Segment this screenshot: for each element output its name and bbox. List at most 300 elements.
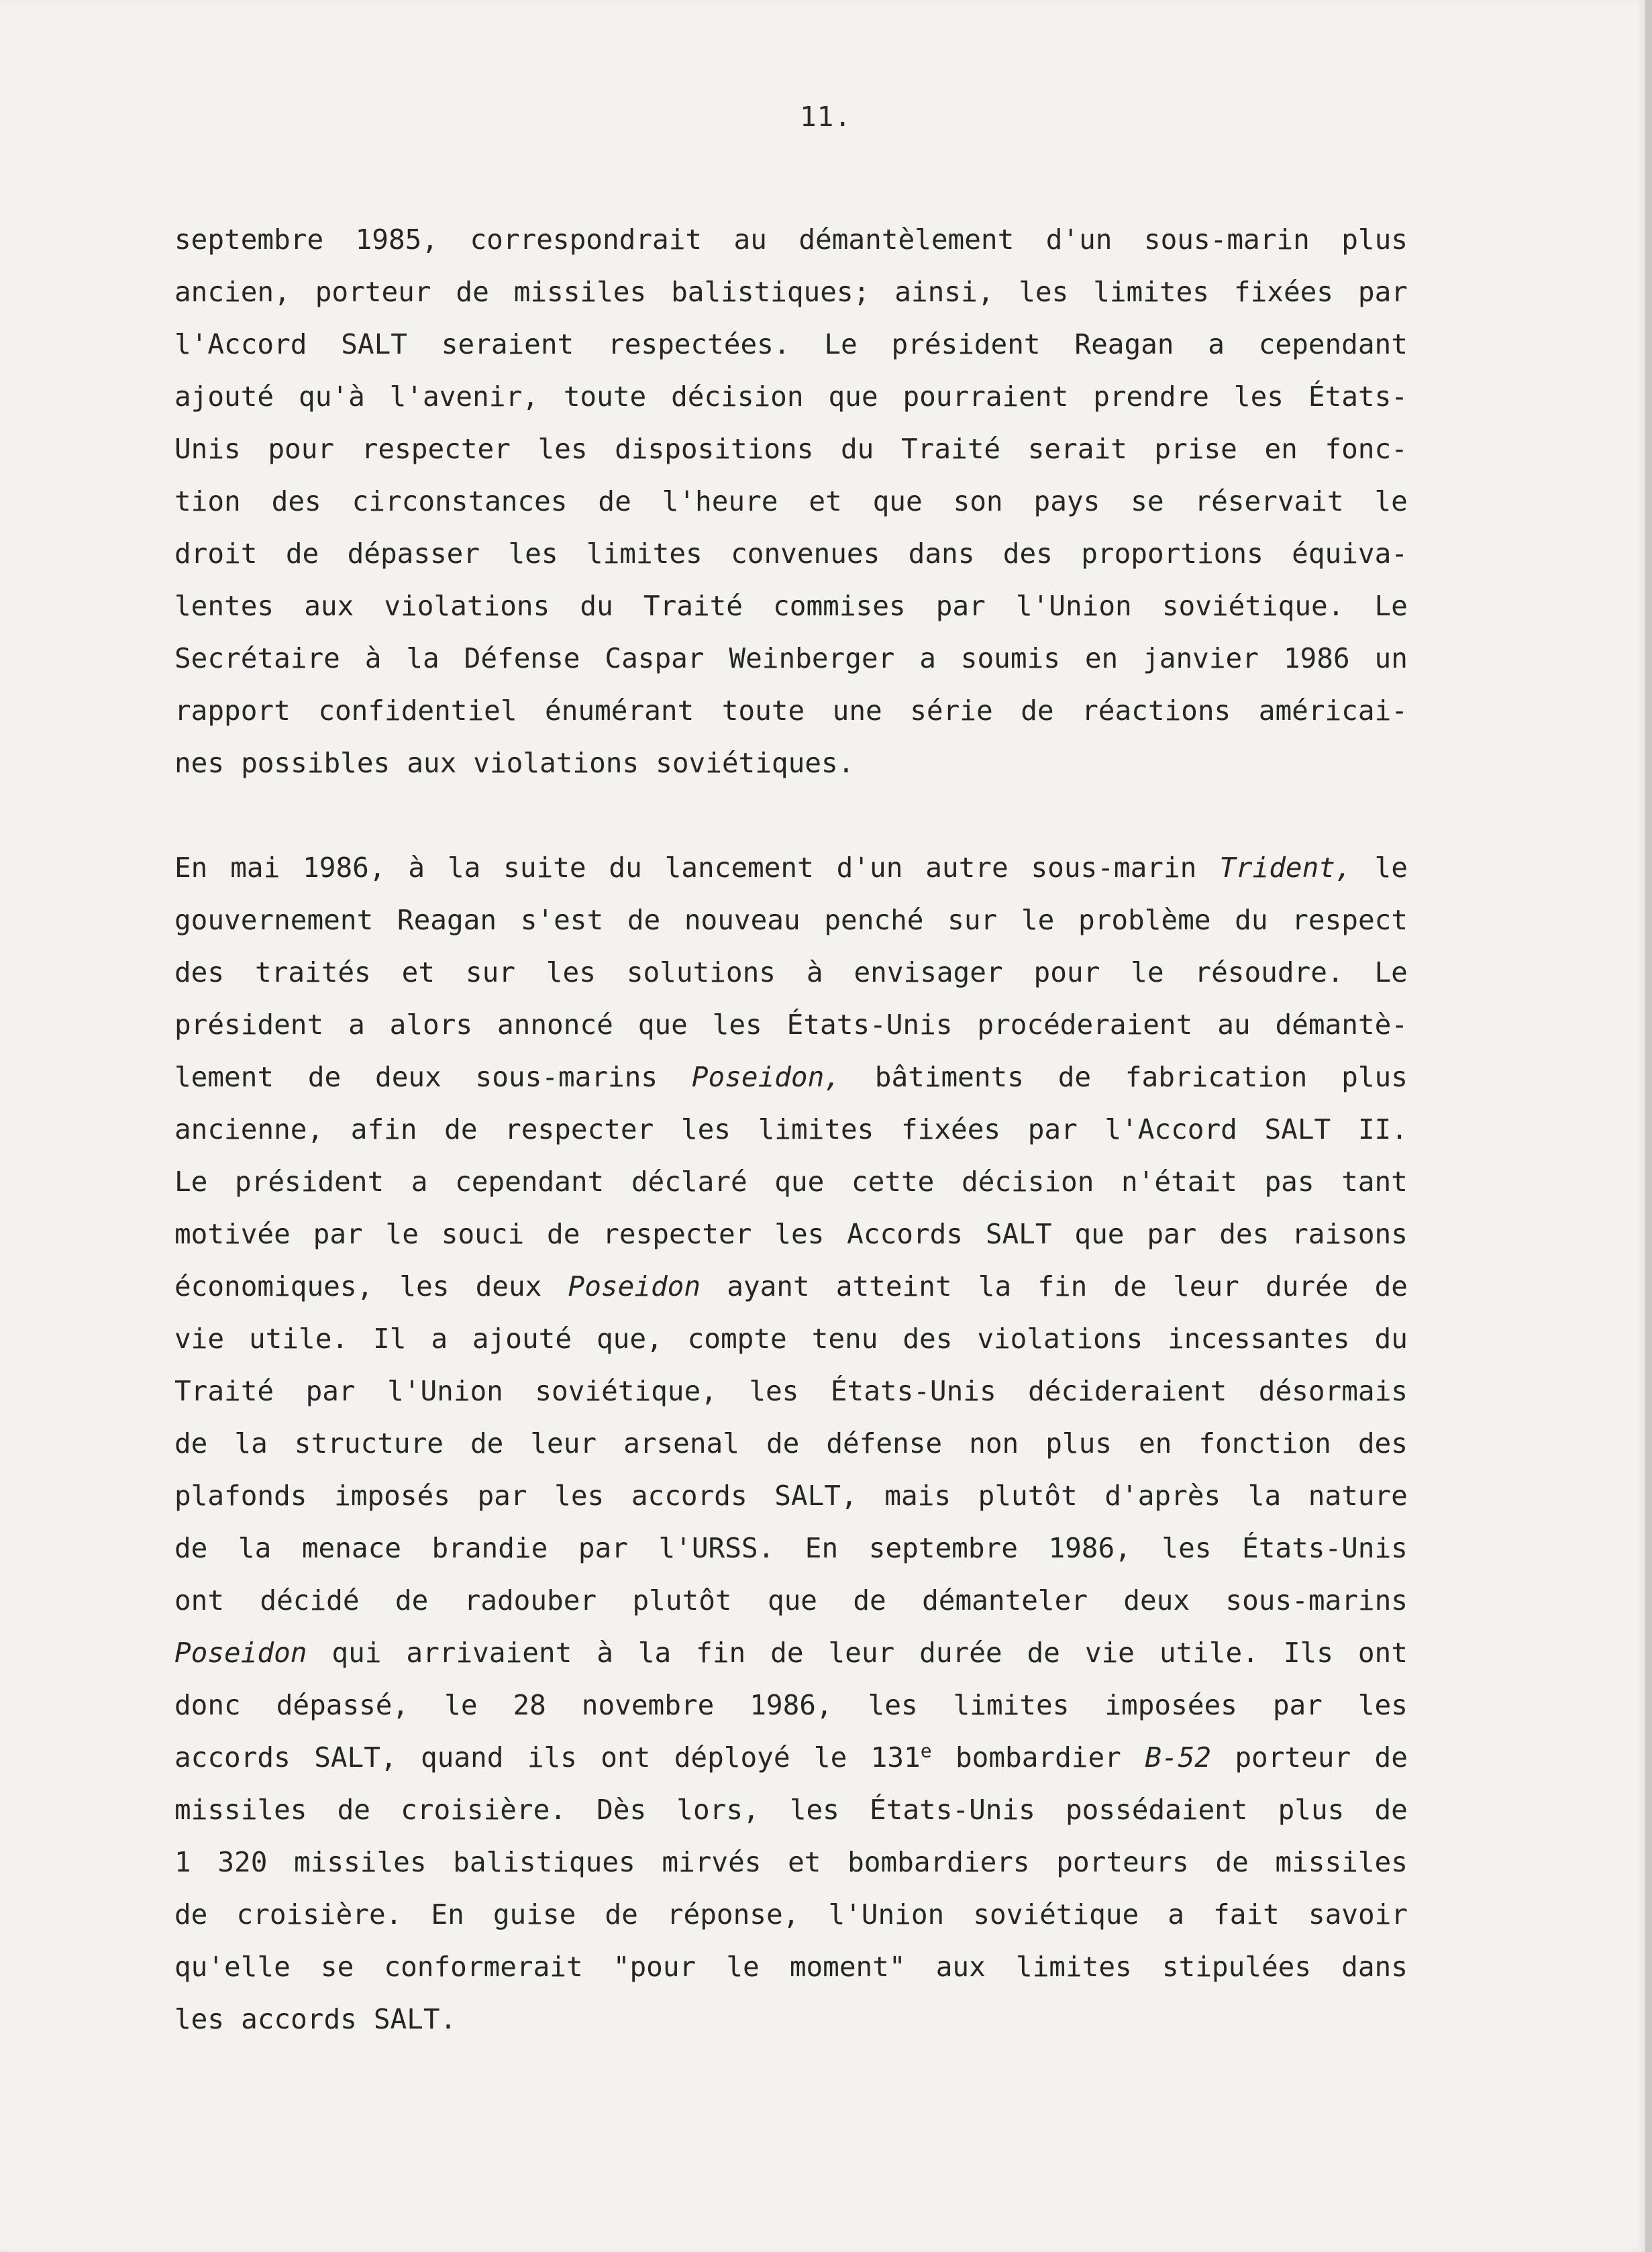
word: fonc- <box>1325 433 1408 465</box>
word: 1986, <box>750 1689 833 1721</box>
word: fabrication <box>1125 1061 1308 1093</box>
word: ajouté <box>174 380 274 413</box>
word: a <box>348 1009 365 1041</box>
word: en <box>1138 1427 1172 1460</box>
text-line <box>174 1156 1408 1208</box>
word: l'heure <box>662 485 778 517</box>
word: de <box>547 1218 580 1250</box>
word: limites <box>953 1689 1070 1721</box>
word: le <box>726 1951 760 1983</box>
word: vie <box>1084 1637 1135 1669</box>
word: Weinberger <box>729 642 895 674</box>
word: vie <box>174 1323 225 1355</box>
word: l'Union <box>387 1375 503 1407</box>
text-line <box>174 1051 1408 1103</box>
word: atteint <box>835 1270 952 1302</box>
word: a <box>1208 328 1225 360</box>
word: la <box>238 1532 272 1564</box>
word: déclaré <box>631 1166 747 1198</box>
word: prendre <box>1093 380 1209 413</box>
word: Secrétaire <box>174 642 340 674</box>
word: par <box>935 590 986 622</box>
word: États-Unis <box>1242 1532 1408 1564</box>
word: mais <box>884 1480 951 1512</box>
word: ayant <box>727 1270 810 1302</box>
word: droit <box>174 538 258 570</box>
word: possédaient <box>1065 1794 1248 1826</box>
word: autre <box>925 852 1009 884</box>
page-number: 11. <box>800 101 852 133</box>
text-line <box>174 1679 1408 1731</box>
word: Accords <box>847 1218 963 1250</box>
word: leur <box>530 1427 597 1460</box>
word: balistiques <box>453 1846 635 1878</box>
word: 131e <box>870 1739 932 1774</box>
word: deux <box>1123 1584 1190 1617</box>
word: qu'à <box>299 380 365 413</box>
word: toute <box>563 380 647 413</box>
word: la <box>406 642 440 674</box>
word: les <box>1357 1689 1408 1721</box>
word: Ils <box>1283 1637 1333 1669</box>
word: sur <box>947 904 998 936</box>
text-line <box>174 423 1408 475</box>
word: utile. <box>1159 1637 1259 1669</box>
word: le <box>813 1741 847 1774</box>
text-line <box>174 266 1408 318</box>
word: ajouté <box>472 1323 572 1355</box>
word: lentes <box>174 590 274 622</box>
word: Le <box>1374 590 1408 622</box>
paragraph <box>174 841 1408 2045</box>
word: procéderaient <box>977 1009 1193 1041</box>
word: que <box>1074 1218 1125 1250</box>
word: pour <box>268 433 335 465</box>
word: raisons <box>1292 1218 1408 1250</box>
word: respect <box>1292 904 1408 936</box>
word: En <box>174 852 208 884</box>
word: de <box>766 1427 800 1460</box>
word: structure <box>294 1427 444 1460</box>
word: envisager <box>854 956 1003 988</box>
word: fait <box>1213 1898 1280 1931</box>
word: du <box>1374 1323 1408 1355</box>
word: pour <box>1033 956 1100 988</box>
word: conformerait <box>384 1951 583 1983</box>
word: pas <box>1264 1166 1314 1198</box>
word: moment" <box>789 1951 906 1983</box>
word: Caspar <box>605 642 705 674</box>
word: Poseidon, <box>691 1061 841 1093</box>
word: durée <box>1266 1270 1349 1302</box>
word: plus <box>1341 223 1408 256</box>
word: respectées. <box>608 328 790 360</box>
word: pourraient <box>902 380 1069 413</box>
word: Le <box>824 328 858 360</box>
word: décision <box>671 380 804 413</box>
word: plus <box>1045 1427 1112 1460</box>
word: par <box>1272 1689 1323 1721</box>
word: Dès <box>597 1794 647 1826</box>
word: sur <box>465 956 515 988</box>
word: guise <box>493 1898 576 1931</box>
word: et <box>788 1846 821 1878</box>
text-line <box>174 1888 1408 1941</box>
word: américai- <box>1258 695 1408 727</box>
word: missiles <box>294 1846 427 1878</box>
word: Le <box>1374 956 1408 988</box>
word: le <box>1374 485 1408 517</box>
word: aux <box>304 590 354 622</box>
word: États-Unis <box>786 1009 953 1041</box>
word: missiles <box>174 1794 307 1826</box>
word: énumérant <box>545 695 694 727</box>
word: n'était <box>1121 1166 1237 1198</box>
word: du <box>841 433 874 465</box>
text-line <box>174 841 1408 894</box>
word: les <box>174 2003 225 2035</box>
word: nouveau <box>684 904 801 936</box>
word: l'URSS. <box>658 1532 775 1564</box>
word: les <box>749 1375 799 1407</box>
word: des <box>1357 1427 1408 1460</box>
word: de <box>174 1427 208 1460</box>
word: de <box>770 1637 804 1669</box>
word: ancien, <box>174 276 291 308</box>
word: États- <box>1308 380 1408 413</box>
word: de <box>605 1898 638 1931</box>
text-line <box>174 684 1408 737</box>
word: équiva- <box>1292 538 1408 570</box>
word: rapport <box>174 695 291 727</box>
text-line <box>174 999 1408 1051</box>
word: Traité <box>174 1375 274 1407</box>
word: la <box>447 852 481 884</box>
word: plutôt <box>978 1480 1078 1512</box>
word: qu'elle <box>174 1951 291 1983</box>
word: Reagan <box>397 904 497 936</box>
word: soviétique. <box>1161 590 1345 622</box>
word: prise <box>1154 433 1237 465</box>
word: en <box>1264 433 1298 465</box>
text-line <box>174 1417 1408 1470</box>
word: plafonds <box>174 1480 307 1512</box>
word: ont <box>174 1584 225 1617</box>
word: Reagan <box>1074 328 1174 360</box>
word: série <box>910 695 993 727</box>
word: fixées <box>900 1113 1001 1145</box>
word: l'avenir, <box>389 380 539 413</box>
text-line <box>174 1574 1408 1627</box>
word: circonstances <box>352 485 568 517</box>
word: sous-marins <box>475 1061 658 1093</box>
word: savoir <box>1308 1898 1408 1931</box>
word: En <box>805 1532 839 1564</box>
word: violations <box>473 747 639 779</box>
word: fonction <box>1198 1427 1331 1460</box>
word: réponse, <box>666 1898 800 1931</box>
body-text <box>174 213 1408 2045</box>
word: au <box>733 223 767 256</box>
word: le <box>444 1689 478 1721</box>
word: la <box>1247 1480 1282 1512</box>
word: de <box>1215 1846 1249 1878</box>
text-line <box>174 580 1408 632</box>
word: les <box>789 1794 839 1826</box>
word: des <box>1219 1218 1270 1250</box>
word: dépassé, <box>276 1689 409 1721</box>
word: tion <box>174 485 241 517</box>
text-line <box>174 1522 1408 1574</box>
word: soviétique <box>973 1898 1139 1931</box>
word: de <box>174 1898 208 1931</box>
word: de <box>174 1532 208 1564</box>
word: de <box>1374 1794 1408 1826</box>
word: de <box>1021 695 1054 727</box>
word: de <box>456 276 489 308</box>
word: Il <box>373 1323 407 1355</box>
word: de <box>337 1794 370 1826</box>
word: gouvernement <box>174 904 374 936</box>
word: croisière. <box>401 1794 566 1826</box>
word: réactions <box>1082 695 1231 727</box>
text-line <box>174 370 1408 423</box>
word: incessantes <box>1168 1323 1350 1355</box>
text-line <box>174 894 1408 946</box>
word: 1986 <box>1283 642 1350 674</box>
word: B-52 <box>1145 1741 1211 1774</box>
word: Trident, <box>1219 852 1352 884</box>
word: lors, <box>676 1794 760 1826</box>
word: 1986, <box>1048 1532 1131 1564</box>
word: missiles <box>1275 1846 1408 1878</box>
word: plus <box>1341 1061 1408 1093</box>
word: serait <box>1027 433 1127 465</box>
word: l'Accord <box>1104 1113 1237 1145</box>
word: de <box>853 1584 886 1617</box>
word: à <box>364 642 382 674</box>
word: a <box>431 1323 448 1355</box>
word: dans <box>908 538 975 570</box>
word: de <box>395 1584 429 1617</box>
word: respecter <box>505 1113 654 1145</box>
word: son <box>953 485 1003 517</box>
word: leur <box>828 1637 895 1669</box>
word: que <box>774 1166 825 1198</box>
word: donc <box>174 1689 241 1721</box>
word: Poseidon <box>174 1637 307 1669</box>
word: SALT. <box>373 2003 457 2035</box>
word: l'Accord <box>174 328 307 360</box>
word: au <box>1217 1009 1251 1041</box>
word: II. <box>1357 1113 1408 1145</box>
word: décidé <box>260 1584 360 1617</box>
word: des <box>174 956 225 988</box>
word: ont <box>601 1741 651 1774</box>
word: de <box>1113 1270 1147 1302</box>
word: commises <box>773 590 906 622</box>
word: imposées <box>1104 1689 1237 1721</box>
text-line <box>174 1103 1408 1156</box>
word: arsenal <box>623 1427 739 1460</box>
word: toute <box>721 695 805 727</box>
word: 320 <box>217 1846 268 1878</box>
word: aux <box>407 747 457 779</box>
word: de <box>444 1113 478 1145</box>
word: président <box>891 328 1041 360</box>
word: afin <box>350 1113 417 1145</box>
word: désormais <box>1258 1375 1408 1407</box>
word: les <box>546 956 596 988</box>
word: démantèlement <box>798 223 1015 256</box>
word: missiles <box>513 276 647 308</box>
word: a <box>411 1166 428 1198</box>
text-line <box>174 318 1408 370</box>
word: tant <box>1341 1166 1408 1198</box>
word: se <box>320 1951 354 1983</box>
word: seraient <box>441 328 574 360</box>
word: président <box>174 1009 324 1041</box>
word: stipulées <box>1161 1951 1312 1983</box>
word: et <box>809 485 842 517</box>
text-line <box>174 527 1408 580</box>
word: limites <box>586 538 703 570</box>
word: janvier <box>1143 642 1259 674</box>
word: 28 <box>513 1689 546 1721</box>
word: des <box>271 485 321 517</box>
text-line <box>174 1365 1408 1417</box>
word: fin <box>1037 1270 1088 1302</box>
word: du <box>609 852 642 884</box>
word: par <box>305 1375 356 1407</box>
word: que <box>637 1009 688 1041</box>
word: solutions <box>626 956 776 988</box>
word: bâtiments <box>874 1061 1024 1093</box>
word: lement <box>174 1061 274 1093</box>
word: les <box>1019 276 1069 308</box>
word: démanteler <box>922 1584 1088 1617</box>
word: que <box>828 380 878 413</box>
word: les <box>399 1270 450 1302</box>
word: ainsi, <box>894 276 994 308</box>
word: que, <box>596 1323 663 1355</box>
word: par <box>313 1218 363 1250</box>
word: par <box>477 1480 527 1512</box>
word: d'un <box>836 852 903 884</box>
word: par <box>1357 276 1408 308</box>
word: arrivaient <box>406 1637 572 1669</box>
word: fin <box>696 1637 746 1669</box>
word: accords <box>174 1741 291 1774</box>
word: non <box>969 1427 1019 1460</box>
word: tenu <box>811 1323 878 1355</box>
word: porteur <box>315 276 431 308</box>
word: plus <box>1278 1794 1345 1826</box>
word: nes <box>174 747 225 779</box>
word: les <box>537 433 588 465</box>
text-line <box>174 1208 1408 1260</box>
word: problème <box>1078 904 1211 936</box>
word: plutôt <box>632 1584 732 1617</box>
word: limites <box>758 1113 874 1145</box>
word: SALT <box>341 328 407 360</box>
word: accords <box>631 1480 747 1512</box>
word: Unis <box>174 433 241 465</box>
word: respecter <box>603 1218 752 1250</box>
text-line <box>174 1260 1408 1313</box>
text-line <box>174 737 1408 789</box>
word: porteur <box>1235 1741 1351 1774</box>
word: deux <box>375 1061 442 1093</box>
word: les <box>774 1218 825 1250</box>
word: souci <box>441 1218 525 1250</box>
word: correspondrait <box>470 223 703 256</box>
word: radouber <box>464 1584 597 1617</box>
word: en <box>1084 642 1119 674</box>
text-line <box>174 1313 1408 1365</box>
word: États-Unis <box>830 1375 996 1407</box>
word: une <box>832 695 882 727</box>
word: du <box>580 590 613 622</box>
word: économiques, <box>174 1270 374 1302</box>
word: de <box>1374 1270 1408 1302</box>
word: mirvés <box>662 1846 762 1878</box>
word: Poseidon <box>568 1270 701 1302</box>
word: résoudre. <box>1194 956 1344 988</box>
word: décideraient <box>1028 1375 1227 1407</box>
word: compte <box>687 1323 787 1355</box>
word: décision <box>961 1166 1094 1198</box>
word: Défense <box>464 642 580 674</box>
word: lancement <box>664 852 814 884</box>
word: les <box>508 538 558 570</box>
word: les <box>680 1113 731 1145</box>
word: soumis <box>960 642 1060 674</box>
word: du <box>1235 904 1268 936</box>
word: le <box>1021 904 1055 936</box>
page-edge <box>1645 0 1652 2252</box>
word: de <box>598 485 631 517</box>
word: sous-marin <box>1143 223 1310 256</box>
word: de <box>1027 1637 1060 1669</box>
text-line <box>174 1993 1408 2045</box>
word: de <box>1374 1741 1408 1774</box>
word: En <box>431 1898 464 1931</box>
text-line <box>174 1784 1408 1836</box>
word: accords <box>241 2003 357 2035</box>
word: cette <box>851 1166 935 1198</box>
word: utile. <box>248 1323 349 1355</box>
text-line <box>174 1731 1408 1784</box>
word: brandie <box>431 1532 548 1564</box>
word: 1 <box>174 1846 191 1878</box>
word: de <box>470 1427 504 1460</box>
word: de <box>627 904 661 936</box>
word: septembre <box>174 223 324 256</box>
word: des <box>1002 538 1053 570</box>
word: imposés <box>334 1480 450 1512</box>
word: suite <box>503 852 586 884</box>
word: les <box>1161 1532 1212 1564</box>
word: porteurs <box>1056 1846 1189 1878</box>
word: les <box>868 1689 918 1721</box>
word: de <box>1057 1061 1092 1093</box>
word: que <box>872 485 923 517</box>
word: un <box>1374 642 1408 674</box>
word: 1986, <box>303 852 386 884</box>
word: démantè- <box>1275 1009 1408 1041</box>
paragraph <box>174 213 1408 789</box>
